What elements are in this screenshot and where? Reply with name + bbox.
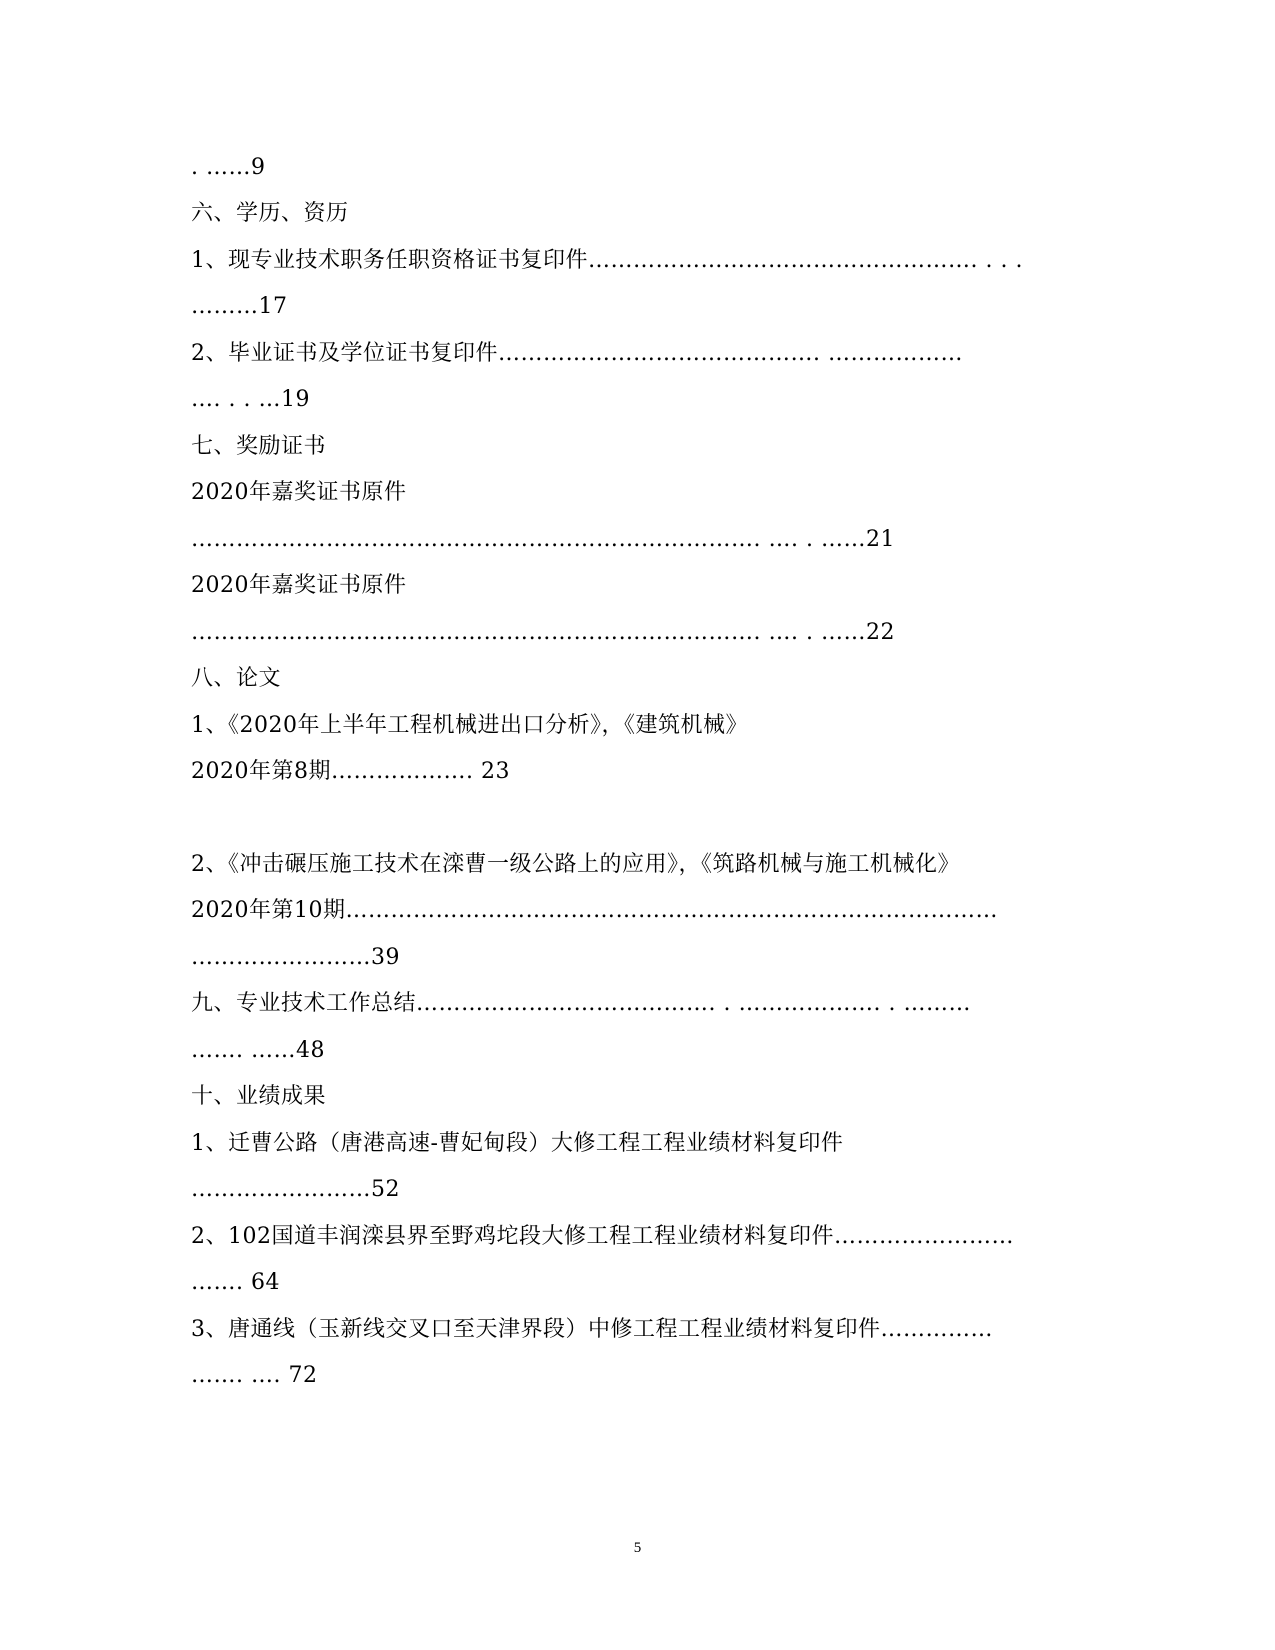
toc-line: ……. …. 72 (191, 1363, 318, 1388)
toc-line: 2020年第8期………………. 23 (191, 759, 510, 784)
toc-line: . ……9 (191, 155, 266, 180)
toc-line: 2、《冲击碾压施工技术在滦曹一级公路上的应用》，《筑路机械与施工机械化》 (191, 852, 960, 877)
toc-line: ………17 (191, 294, 288, 319)
toc-line: 1、现专业技术职务任职资格证书复印件……………………………………………. . . . (191, 248, 1023, 273)
toc-line: 2020年第10期…………………………………………………………………………… (191, 898, 998, 923)
toc-line: ……………………39 (191, 945, 400, 970)
toc-line: 3、唐通线（玉新线交叉口至天津界段）中修工程工程业绩材料复印件…………… (191, 1317, 993, 1342)
toc-line: ……. 64 (191, 1270, 280, 1295)
toc-section-heading: 十、业绩成果 (191, 1084, 327, 1109)
toc-section-heading: 六、学历、资历 (191, 201, 349, 226)
toc-line: 2020年嘉奖证书原件 (191, 573, 407, 598)
toc-line: …………………………………………………………………. …. . ……21 (191, 527, 895, 552)
toc-section-heading: 八、论文 (191, 666, 282, 691)
toc-line: …. . . …19 (191, 387, 310, 412)
toc-line: ……………………52 (191, 1177, 400, 1202)
toc-line: …………………………………………………………………. …. . ……22 (191, 620, 895, 645)
toc-section-heading: 七、奖励证书 (191, 434, 327, 459)
toc-line: 1、《2020年上半年工程机械进出口分析》，《建筑机械》 (191, 713, 748, 738)
toc-line: 2020年嘉奖证书原件 (191, 480, 407, 505)
page-number: 5 (633, 1540, 642, 1556)
toc-line: 2、毕业证书及学位证书复印件……………………………………. ……………… (191, 341, 963, 366)
toc-line: 1、迁曹公路（唐港高速-曹妃甸段）大修工程工程业绩材料复印件 (191, 1131, 844, 1156)
toc-line: 2、102国道丰润滦县界至野鸡坨段大修工程工程业绩材料复印件…………………… (191, 1224, 1014, 1249)
toc-line: ……. ……48 (191, 1038, 325, 1063)
toc-section-heading: 九、专业技术工作总结…………………………………. . ………………. . ……… (191, 991, 971, 1016)
